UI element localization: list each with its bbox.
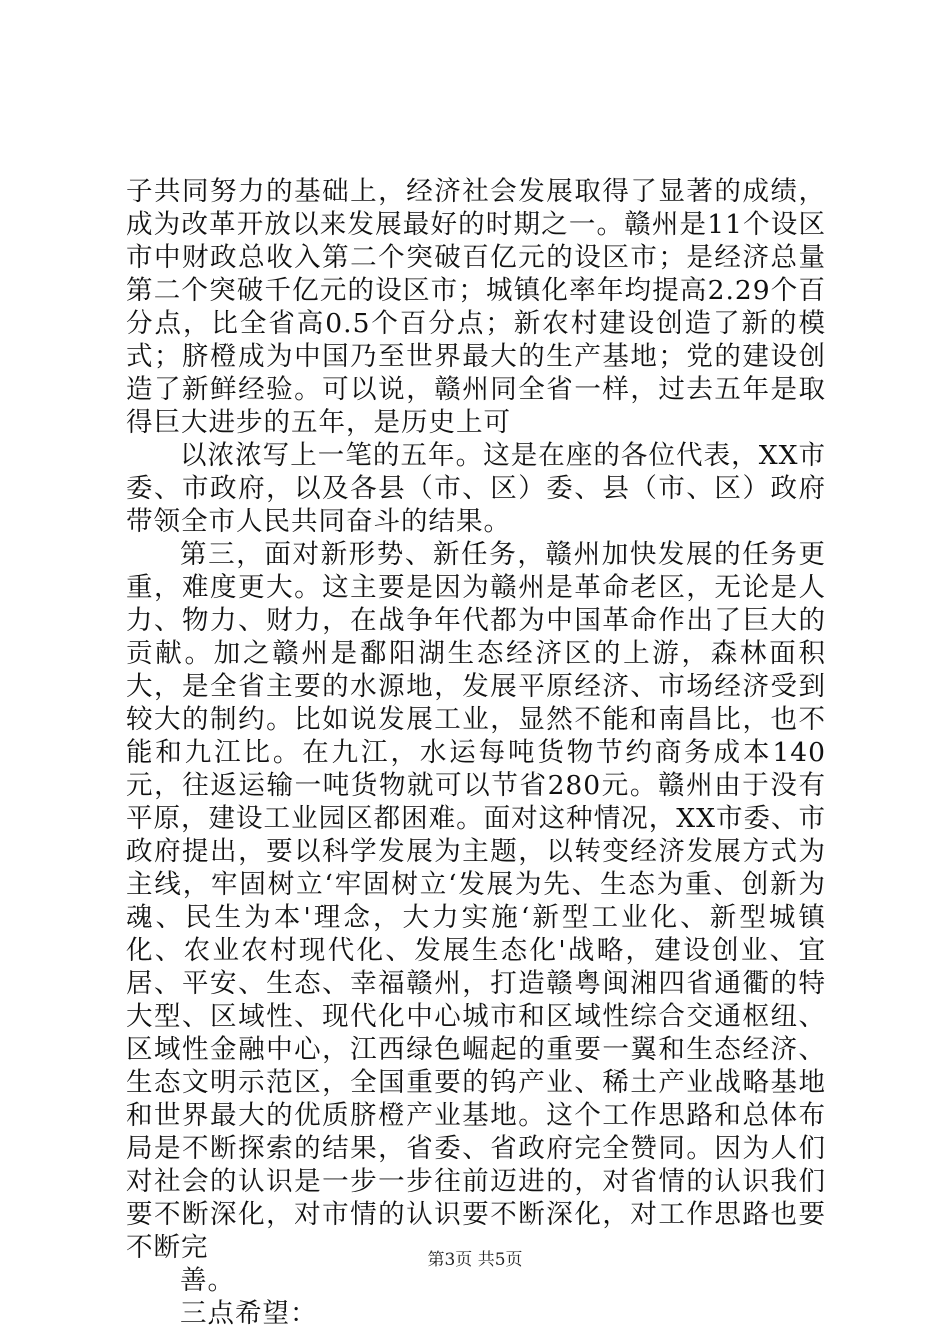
- paragraph-3: 第三，面对新形势、新任务，赣州加快发展的任务更重，难度更大。这主要是因为赣州是革命老区，无论是人力、物力、财力，在战争年代都为中国革命作出了巨大的贡献。加之赣州是鄱阳湖生态经济区的上游，森林面积大，是全省主要的水源地，发展平原经济、市场经济受到较大的制约。比如说发展工业，显然不能和南昌比，也不能和九江比。在九江，水运每吨货物节约商务成本140元，往返运输一吨货物就可以节省280元。赣州由于没有平原，建设工业园区都困难。面对这种情况，XX市委、市政府提出，要以科学发展为主题，以转变经济发展方式为主线，牢固树立‘牢固树立‘发展为先、生态为重、创新为魂、民生为本'理念，大力实施‘新型工业化、新型城镇化、农业农村现代化、发展生态化'战略，建设创业、宜居、平安、生态、幸福赣州，打造赣粤闽湘四省通衢的特大型、区域性、现代化中心城市和区域性综合交通枢纽、区域性金融中心，江西绿色崛起的重要一翼和生态经济、生态文明示范区，全国重要的钨产业、稀土产业战略基地和世界最大的优质脐橙产业基地。这个工作思路和总体布局是不断探索的结果，省委、省政府完全赞同。因为人们对社会的认识是一步一步往前迈进的，对省情的认识我们要不断深化，对市情的认识要不断深化，对工作思路也要不断完: [126, 539, 826, 1263]
- document-body: [126, 175, 826, 1330]
- paragraph-1: 子共同努力的基础上，经济社会发展取得了显著的成绩，成为改革开放以来发展最好的时期之一。赣州是11个设区市中财政总收入第二个突破百亿元的设区市；是经济总量第二个突破千亿元的设区市；城镇化率年均提高2.29个百分点，比全省高0.5个百分点；新农村建设创造了新的模式；脐橙成为中国乃至世界最大的生产基地；党的建设创造了新鲜经验。可以说，赣州同全省一样，过去五年是取得巨大进步的五年，是历史上可: [126, 176, 826, 438]
- page-footer: 第3页 共5页: [427, 1250, 523, 1270]
- paragraph-5: 三点希望：: [180, 1298, 318, 1329]
- paragraph-4: 善。: [180, 1265, 235, 1296]
- paragraph-2: 以浓浓写上一笔的五年。这是在座的各位代表，XX市委、市政府，以及各县（市、区）委、县（市、区）政府带领全市人民共同奋斗的结果。: [126, 440, 826, 537]
